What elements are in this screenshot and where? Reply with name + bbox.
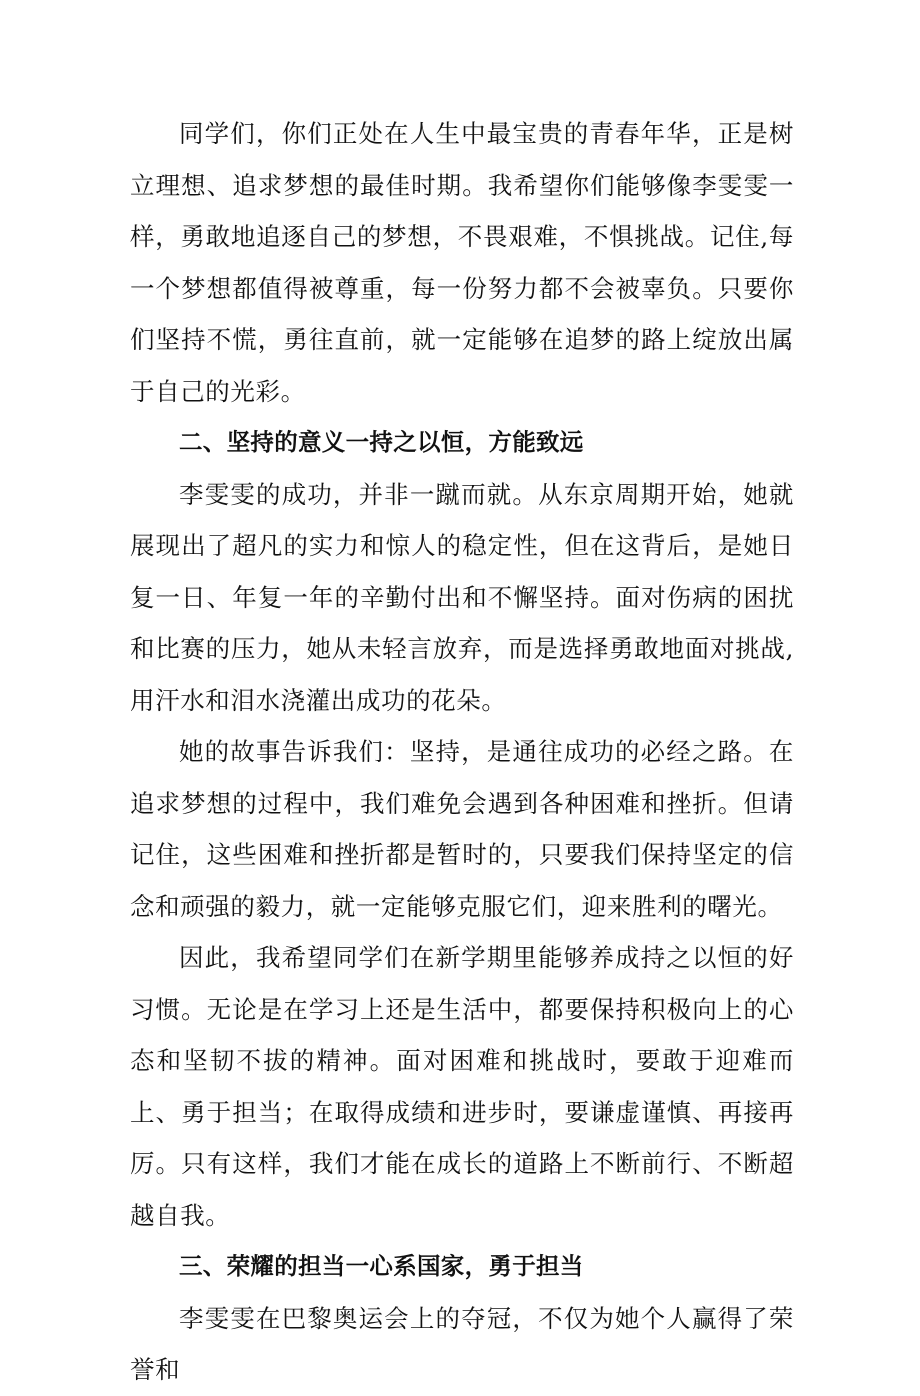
paragraph-habit: 因此，我希望同学们在新学期里能够养成持之以恒的好习惯。无论是在学习上还是生活中，都要保持积极向上的心态和坚韧不拔的精神。面对困难和挑战时，要敢于迎难而上、勇于担当；在取得成绩和进步时，要谦虚谨慎、再接再厉。只有这样，我们才能在成长的道路上不断前行、不断超越自我。 — [130, 943, 794, 1230]
section-heading-honor: 三、荣耀的担当一心系国家，勇于担当 — [179, 1252, 584, 1280]
document-page — [130, 108, 794, 1396]
paragraph-success: 李雯雯的成功，并非一蹴而就。从东京周期开始，她就展现出了超凡的实力和惊人的稳定性，但在这背后，是她日复一日、年复一年的辛勤付出和不懈坚持。面对伤病的困扰和比赛的压力，她从未轻言放弃，而是选择勇敢地面对挑战,用汗水和泪水浇灌出成功的花朵。 — [130, 479, 794, 715]
paragraph-dream: 同学们，你们正处在人生中最宝贵的青春年华，正是树立理想、追求梦想的最佳时期。我希望你们能够像李雯雯一样，勇敢地追逐自己的梦想，不畏艰难，不惧挑战。记住,每一个梦想都值得被尊重，每一份努力都不会被辜负。只要你们坚持不慌，勇往直前，就一定能够在追梦的路上绽放出属于自己的光彩。 — [130, 119, 794, 406]
section-heading-persistence: 二、坚持的意义一持之以恒，方能致远 — [179, 428, 584, 456]
paragraph-paris: 李雯雯在巴黎奥运会上的夺冠，不仅为她个人赢得了荣誉和 — [130, 1303, 794, 1384]
paragraph-story: 她的故事告诉我们：坚持，是通往成功的必经之路。在追求梦想的过程中，我们难免会遇到各种困难和挫折。但请记住，这些困难和挫折都是暂时的，只要我们保持坚定的信念和顽强的毅力，就一定能够克服它们，迎来胜利的曙光。 — [130, 737, 794, 921]
